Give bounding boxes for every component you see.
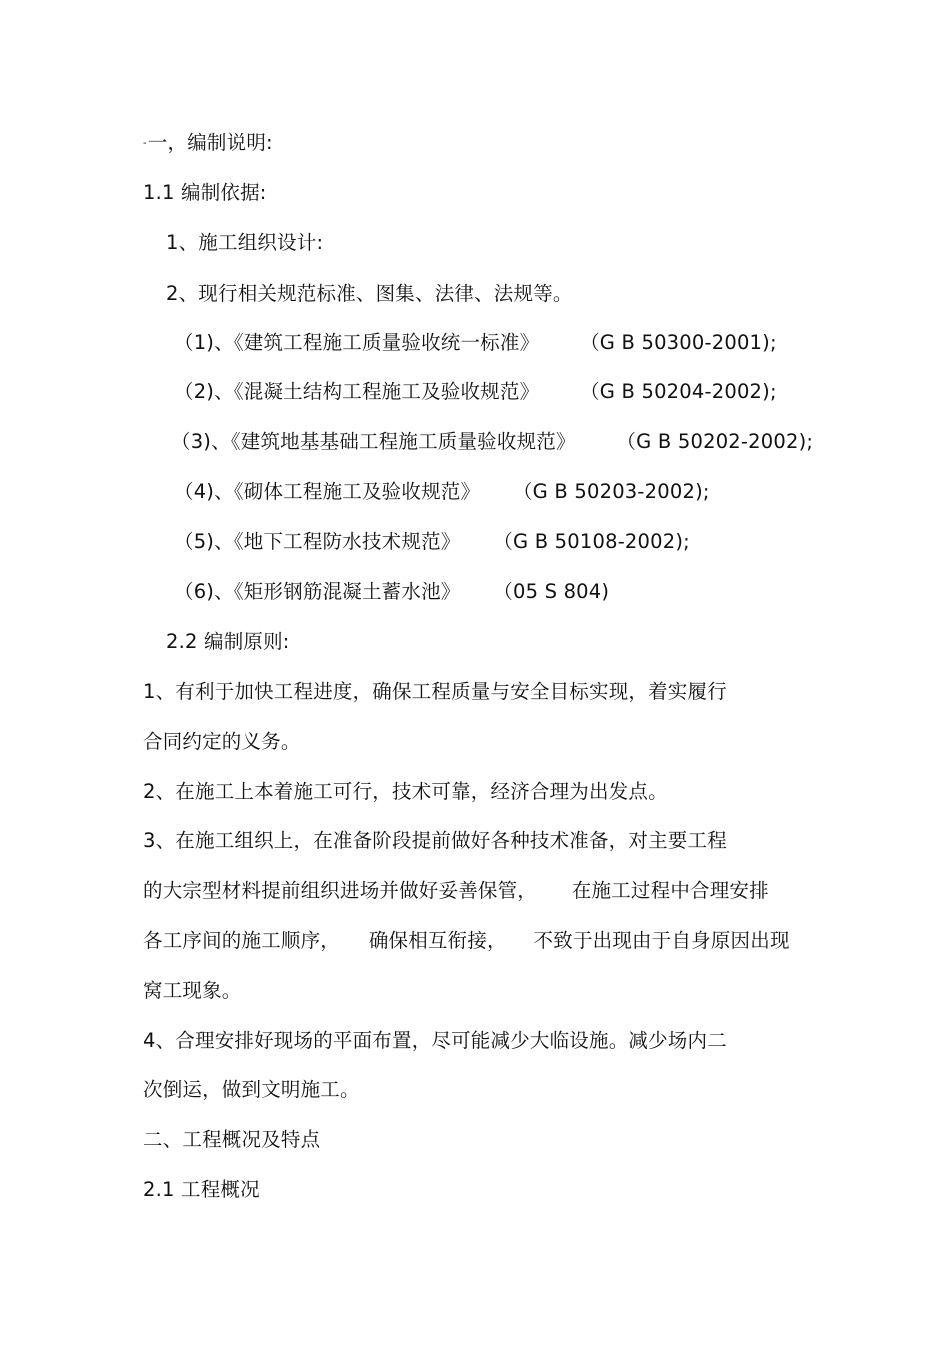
standard-6	[174, 580, 609, 604]
overview-heading: 2.1 工程概况	[143, 1178, 260, 1201]
standard-2-code: （G B 50204-2002);	[580, 380, 777, 403]
principle-3-line-2-part-2: 在施工过程中合理安排	[571, 879, 769, 902]
principles-heading: 2.2 编制原则:	[166, 630, 290, 653]
standard-5	[174, 530, 690, 554]
standard-2	[174, 380, 777, 404]
principle-4-line-1: 4、合理安排好现场的平面布置，尽可能减少大临设施。减少场内二	[143, 1029, 727, 1052]
standard-3-name: （3)、《建筑地基基础工程施工质量验收规范》	[171, 430, 576, 453]
standard-6-code: （05 S 804)	[493, 580, 610, 603]
principle-4-line-2: 次倒运，做到文明施工。	[143, 1078, 360, 1101]
standard-5-name: （5)、《地下工程防水技术规范》	[174, 530, 461, 553]
principle-3-line-2-part-1: 的大宗型材料提前组织进场并做好妥善保管，	[143, 879, 538, 902]
standard-3-code: （G B 50202-2002);	[616, 430, 814, 453]
principle-1-line-1: 1、有利于加快工程进度，确保工程质量与安全目标实现，着实履行	[143, 680, 727, 703]
basis-item-2: 2、现行相关规范标准、图集、法律、法规等。	[166, 282, 573, 305]
principle-3-line-4: 窝工现象。	[143, 979, 242, 1002]
principle-3-line-1: 3、在施工组织上，在准备阶段提前做好各种技术准备，对主要工程	[143, 829, 727, 852]
standard-5-code: （G B 50108-2002);	[493, 530, 690, 553]
standard-4-code: （G B 50203-2002);	[512, 480, 710, 503]
standard-1-code: （G B 50300-2001);	[580, 331, 777, 354]
principle-3-line-3	[143, 929, 790, 953]
section1-title-mark: -	[143, 137, 147, 149]
section1-title-text: 一，编制说明:	[147, 131, 273, 154]
basis-heading: 1.1 编制依据:	[143, 181, 267, 204]
standard-4-name: （4)、《砌体工程施工及验收规范》	[174, 480, 481, 503]
principle-1-line-2: 合同约定的义务。	[143, 730, 301, 753]
principle-2: 2、在施工上本着施工可行，技术可靠，经济合理为出发点。	[143, 780, 668, 803]
standard-3	[171, 430, 813, 454]
standard-1-name: （1)、《建筑工程施工质量验收统一标准》	[174, 331, 540, 354]
standard-2-name: （2)、《混凝土结构工程施工及验收规范》	[174, 380, 540, 403]
standard-6-name: （6)、《矩形钢筋混凝土蓄水池》	[174, 580, 461, 603]
principle-3-line-3-part-2: 确保相互衔接，	[368, 929, 507, 952]
principle-3-line-2	[143, 879, 769, 903]
basis-item-1: 1、施工组织设计:	[166, 231, 324, 254]
principle-3-line-3-part-3: 不致于出现由于自身原因出现	[533, 929, 790, 952]
standard-4	[174, 480, 710, 504]
section2-title: 二、工程概况及特点	[143, 1128, 321, 1151]
section1-title	[143, 131, 273, 156]
standard-1	[174, 331, 777, 355]
principle-3-line-3-part-1: 各工序间的施工顺序，	[143, 929, 341, 952]
